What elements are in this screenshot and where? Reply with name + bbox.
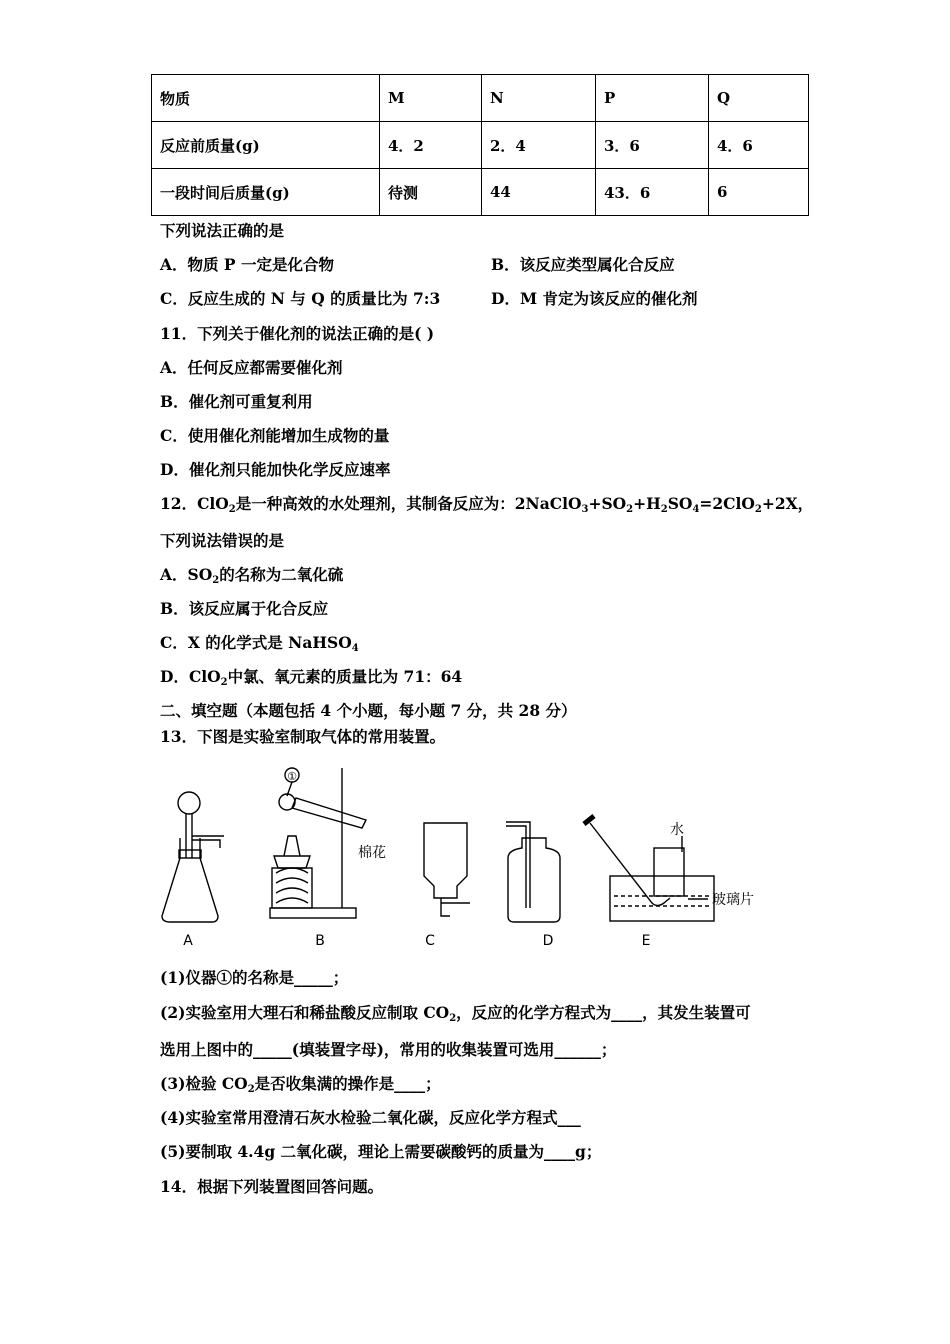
q10-option-a: A．物质 P 一定是化合物 [160, 255, 334, 274]
q13-part-4: (4)实验室常用澄清石灰水检验二氧化碳，反应化学方程式___ [160, 1108, 581, 1127]
q10-option-d: D．M 肯定为该反应的催化剂 [491, 289, 698, 308]
table-cell: 反应前质量(g) [152, 122, 380, 169]
q10-option-c: C．反应生成的 N 与 Q 的质量比为 7:3 [160, 289, 441, 308]
q13-stem: 13．下图是实验室制取气体的常用装置。 [160, 727, 446, 746]
label-water: 水 [670, 822, 684, 838]
section-heading: 二、填空题（本题包括 4 个小题，每小题 7 分，共 28 分） [160, 701, 577, 720]
apparatus-a-icon [162, 792, 224, 949]
table-cell: 一段时间后质量(g) [152, 169, 380, 216]
apparatus-c-icon [424, 823, 470, 949]
table-cell: Q [709, 75, 809, 122]
table-cell: 44 [482, 169, 596, 216]
table-cell: P [596, 75, 709, 122]
table-cell: 3．6 [596, 122, 709, 169]
label-b: B [315, 933, 325, 949]
q11-option-d: D．催化剂只能加快化学反应速率 [160, 460, 391, 479]
table-cell: 4．2 [380, 122, 482, 169]
q10-option-b: B．该反应类型属化合反应 [491, 255, 675, 274]
q12-option-a: A．$SO_2$的名称为二氧化硫 [160, 565, 344, 586]
label-d: D [542, 933, 554, 949]
q13-part-5: (5)要制取 4.4g 二氧化碳，理论上需要碳酸钙的质量为____g； [160, 1142, 602, 1161]
q13-part-1: (1)仪器①的名称是_____； [160, 968, 349, 987]
q13-part-2: (2)实验室用大理石和稀盐酸反应制取 $CO_2$，反应的化学方程式为____，其发生装置可 [160, 1003, 751, 1024]
q11-option-a: A．任何反应都需要催化剂 [160, 358, 343, 377]
table-cell: 物质 [152, 75, 380, 122]
label-e: E [641, 933, 651, 949]
table-cell: 待测 [380, 169, 482, 216]
q12-stem: 12．ClO$_2$是一种高效的水处理剂，其制备反应为：$2NaClO_3+SO_2+H_2SO_4=2ClO_2+2X$， [160, 494, 814, 515]
apparatus-e-icon [584, 816, 754, 949]
q12-option-c: C．X 的化学式是 NaHSO$_4$ [160, 633, 359, 654]
table-cell: N [482, 75, 596, 122]
apparatus-figure [152, 758, 792, 953]
q14-stem: 14．根据下列装置图回答问题。 [160, 1177, 384, 1196]
table-cell: 6 [709, 169, 809, 216]
label-cotton: 棉花 [358, 845, 386, 861]
table-row [152, 169, 809, 216]
apparatus-b-icon [270, 768, 386, 949]
table-cell: 2．4 [482, 122, 596, 169]
q11-option-c: C．使用催化剂能增加生成物的量 [160, 426, 390, 445]
apparatus-d-icon [506, 822, 560, 949]
table-cell: 4．6 [709, 122, 809, 169]
label-c: C [425, 933, 435, 949]
table-cell: 43．6 [596, 169, 709, 216]
label-circle-1: ① [287, 770, 297, 783]
table-row [152, 122, 809, 169]
table-cell: M [380, 75, 482, 122]
q11-option-b: B．催化剂可重复利用 [160, 392, 313, 411]
q11-stem: 11．下列关于催化剂的说法正确的是( ) [160, 324, 435, 343]
q10-stem: 下列说法正确的是 [160, 221, 285, 240]
mass-table [151, 74, 809, 216]
q13-part-3: (3)检验 $CO_2$是否收集满的操作是____； [160, 1074, 441, 1095]
q13-part-2-line2: 选用上图中的_____(填装置字母)，常用的收集装置可选用______； [160, 1040, 617, 1059]
q12-stem-line2: 下列说法错误的是 [160, 531, 285, 550]
q12-option-b: B．该反应属于化合反应 [160, 599, 329, 618]
table-header-row [152, 75, 809, 122]
label-a: A [183, 933, 193, 949]
q12-option-d: D．ClO$_2$中氯、氧元素的质量比为 71：64 [160, 667, 463, 688]
label-glass: 玻璃片 [712, 892, 754, 908]
